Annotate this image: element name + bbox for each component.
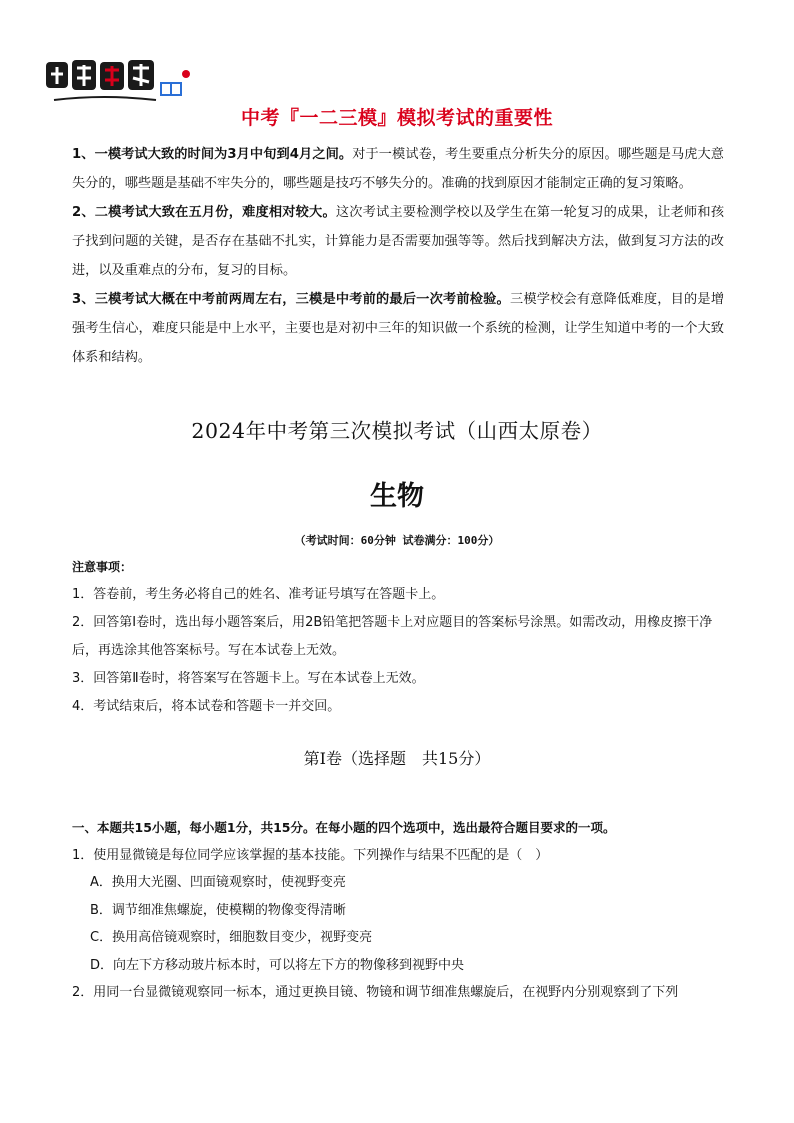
intro-bold-text: 一模考试大致的时间为3月中旬到4月之间。 xyxy=(94,147,353,162)
intro-paragraph-1 xyxy=(72,140,724,198)
subject-title: 生物 xyxy=(370,481,424,512)
intro-paragraph-2 xyxy=(72,198,724,285)
intro-number: 2、 xyxy=(72,205,95,220)
question-2-stem: 2．用同一台显微镜观察同一标本，通过更换目镜、物镜和调节细准焦螺旋后，在视野内分别观察到了下列 xyxy=(72,985,679,1000)
intro-paragraph-3 xyxy=(72,285,724,372)
question-1-option-b: B．调节细准焦螺旋，使模糊的物像变得清晰 xyxy=(90,902,346,918)
exam-prep-logo xyxy=(44,56,194,108)
intro-body-text: 对于一模试卷，考生要重点分析失分的原因。哪些题是马虎大意失分的，哪些题是基础不牢失分的，哪些题是技巧不够失分的。准确的找到原因才能制定正确的复习策略。 xyxy=(72,147,724,191)
notice-item: 4．考试结束后，将本试卷和答题卡一并交回。 xyxy=(72,699,341,714)
page-headline: 中考『一二三模』模拟考试的重要性 xyxy=(240,107,553,129)
intro-body-text: 三模学校会有意降低难度，目的是增强考生信心，难度只能是中上水平，主要也是对初中三年的知识做一个系统的检测，让学生知道中考的一个大致体系和结构。 xyxy=(72,292,725,365)
notice-heading: 注意事项： xyxy=(72,560,133,574)
book-logo-icon xyxy=(44,56,194,108)
questions-section xyxy=(72,814,736,1007)
notice-item: 1．答卷前，考生务必将自己的姓名、准考证号填写在答题卡上。 xyxy=(72,587,445,602)
notice-item: 2．回答第Ⅰ卷时，选出每小题答案后，用2B铅笔把答题卡上对应题目的答案标号涂黑。如需改动，用橡皮擦干净后，再选涂其他答案标号。写在本试卷上无效。 xyxy=(72,615,713,658)
question-1-option-d: D．向左下方移动玻片标本时，可以将左下方的物像移到视野中央 xyxy=(90,957,465,973)
exam-title: 2024年中考第三次模拟考试（山西太原卷） xyxy=(191,419,603,443)
questions-intro: 一、本题共15小题，每小题1分，共15分。在每小题的四个选项中，选出最符合题目要求的一项。 xyxy=(72,820,616,835)
question-1-option-a: A．换用大光圈、凹面镜观察时，使视野变亮 xyxy=(90,875,346,890)
intro-number: 1、 xyxy=(72,147,95,162)
section-title: 第Ⅰ卷（选择题 共15分） xyxy=(303,749,491,768)
intro-bold-text: 二模考试大致在五月份，难度相对较大。 xyxy=(94,205,336,220)
intro-bold-text: 三模考试大概在中考前两周左右，三模是中考前的最后一次考前检验。 xyxy=(94,292,510,307)
notice-item: 3．回答第Ⅱ卷时，将答案写在答题卡上。写在本试卷上无效。 xyxy=(72,671,425,686)
intro-body-text: 这次考试主要检测学校以及学生在第一轮复习的成果，让老师和孩子找到问题的关键，是否存在基础不扎实，计算能力是否需要加强等等。然后找到解决方法，做到复习方法的改进，以及重难点的分布，复习的目标。 xyxy=(72,205,725,278)
question-1-stem: 1．使用显微镜是每位同学应该掌握的基本技能。下列操作与结果不匹配的是（ ） xyxy=(72,847,549,863)
intro-section xyxy=(72,140,724,372)
exam-meta-info: （考试时间：60分钟 试卷满分：100分） xyxy=(294,534,500,547)
intro-number: 3、 xyxy=(72,292,95,307)
question-1-option-c: C．换用高倍镜观察时，细胞数目变少，视野变亮 xyxy=(90,930,373,945)
notice-section xyxy=(72,553,724,721)
